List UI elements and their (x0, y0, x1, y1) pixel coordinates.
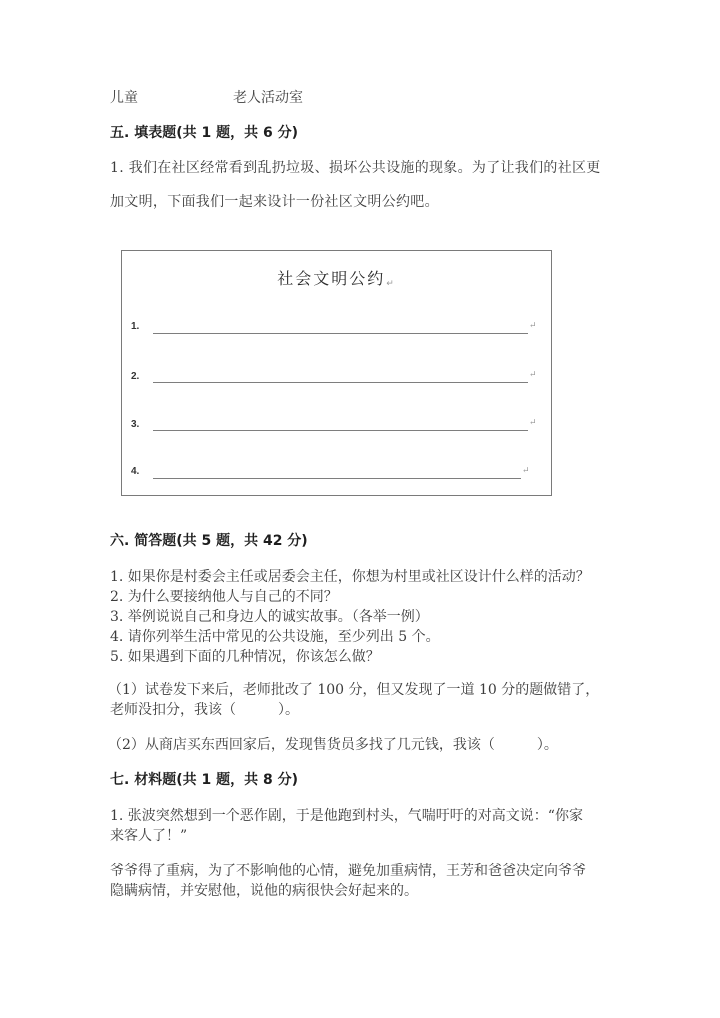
section-5-question-line-1: 1. 我们在社区经常看到乱扔垃圾、损坏公共设施的现象。为了让我们的社区更 (110, 160, 601, 176)
section-6-question-5: 5. 如果遇到下面的几种情况，你该怎么做？ (110, 649, 380, 665)
return-mark-icon: ↵ (522, 466, 530, 476)
section-7-material-line-2: 隐瞒病情，并安慰他，说他的病很快会好起来的。 (110, 883, 418, 899)
section-7-question-line-1: 1. 张波突然想到一个恶作剧，于是他跑到村头，气喘吁吁的对高文说：“你家 (110, 808, 583, 824)
section-6-question-3: 3. 举例说说自己和身边人的诚实故事。（各举一例） (110, 609, 429, 625)
form-title-text: 社会文明公约 (277, 269, 386, 288)
return-mark-icon: ↵ (386, 279, 396, 289)
return-mark-icon: ↵ (529, 321, 537, 331)
section-5-heading: 五. 填表题(共 1 题，共 6 分) (110, 125, 298, 141)
rule-number-3: 3. (131, 419, 140, 430)
rule-input-3[interactable] (153, 430, 528, 431)
option-label-senior-activity-room: 老人活动室 (233, 90, 303, 106)
section-6-sub-question-2: （2）从商店买东西回家后，发现售货员多找了几元钱，我该（ ）。 (108, 737, 558, 753)
section-6-sub-question-1-line-1: （1）试卷发下来后，老师批改了 100 分，但又发现了一道 10 分的题做错了， (108, 682, 600, 698)
section-7-heading: 七. 材料题(共 1 题，共 8 分) (110, 772, 298, 788)
civility-pact-form (121, 250, 552, 496)
rule-number-4: 4. (131, 466, 140, 477)
section-7-question-line-2: 来客人了！” (110, 828, 188, 844)
section-5-question-line-2: 加文明，下面我们一起来设计一份社区文明公约吧。 (110, 194, 439, 210)
option-label-children: 儿童 (110, 90, 138, 106)
return-mark-icon: ↵ (529, 418, 537, 428)
section-6-sub-question-1-line-2: 老师没扣分，我该（ ）。 (110, 702, 299, 718)
section-7-material-line-1: 爷爷得了重病，为了不影响他的心情，避免加重病情，王芳和爸爸决定向爷爷 (110, 863, 586, 879)
section-6-heading: 六. 简答题(共 5 题，共 42 分) (110, 533, 308, 549)
section-6-question-4: 4. 请你列举生活中常见的公共设施，至少列出 5 个。 (110, 629, 440, 645)
rule-input-4[interactable] (153, 478, 521, 479)
rule-number-1: 1. (131, 321, 140, 332)
rule-number-2: 2. (131, 371, 140, 382)
form-title (122, 266, 551, 289)
rule-input-2[interactable] (153, 382, 528, 383)
rule-input-1[interactable] (153, 333, 528, 334)
section-6-question-2: 2. 为什么要接纳他人与自己的不同？ (110, 589, 338, 605)
section-6-question-1: 1. 如果你是村委会主任或居委会主任，你想为村里或社区设计什么样的活动？ (110, 569, 590, 585)
return-mark-icon: ↵ (529, 370, 537, 380)
